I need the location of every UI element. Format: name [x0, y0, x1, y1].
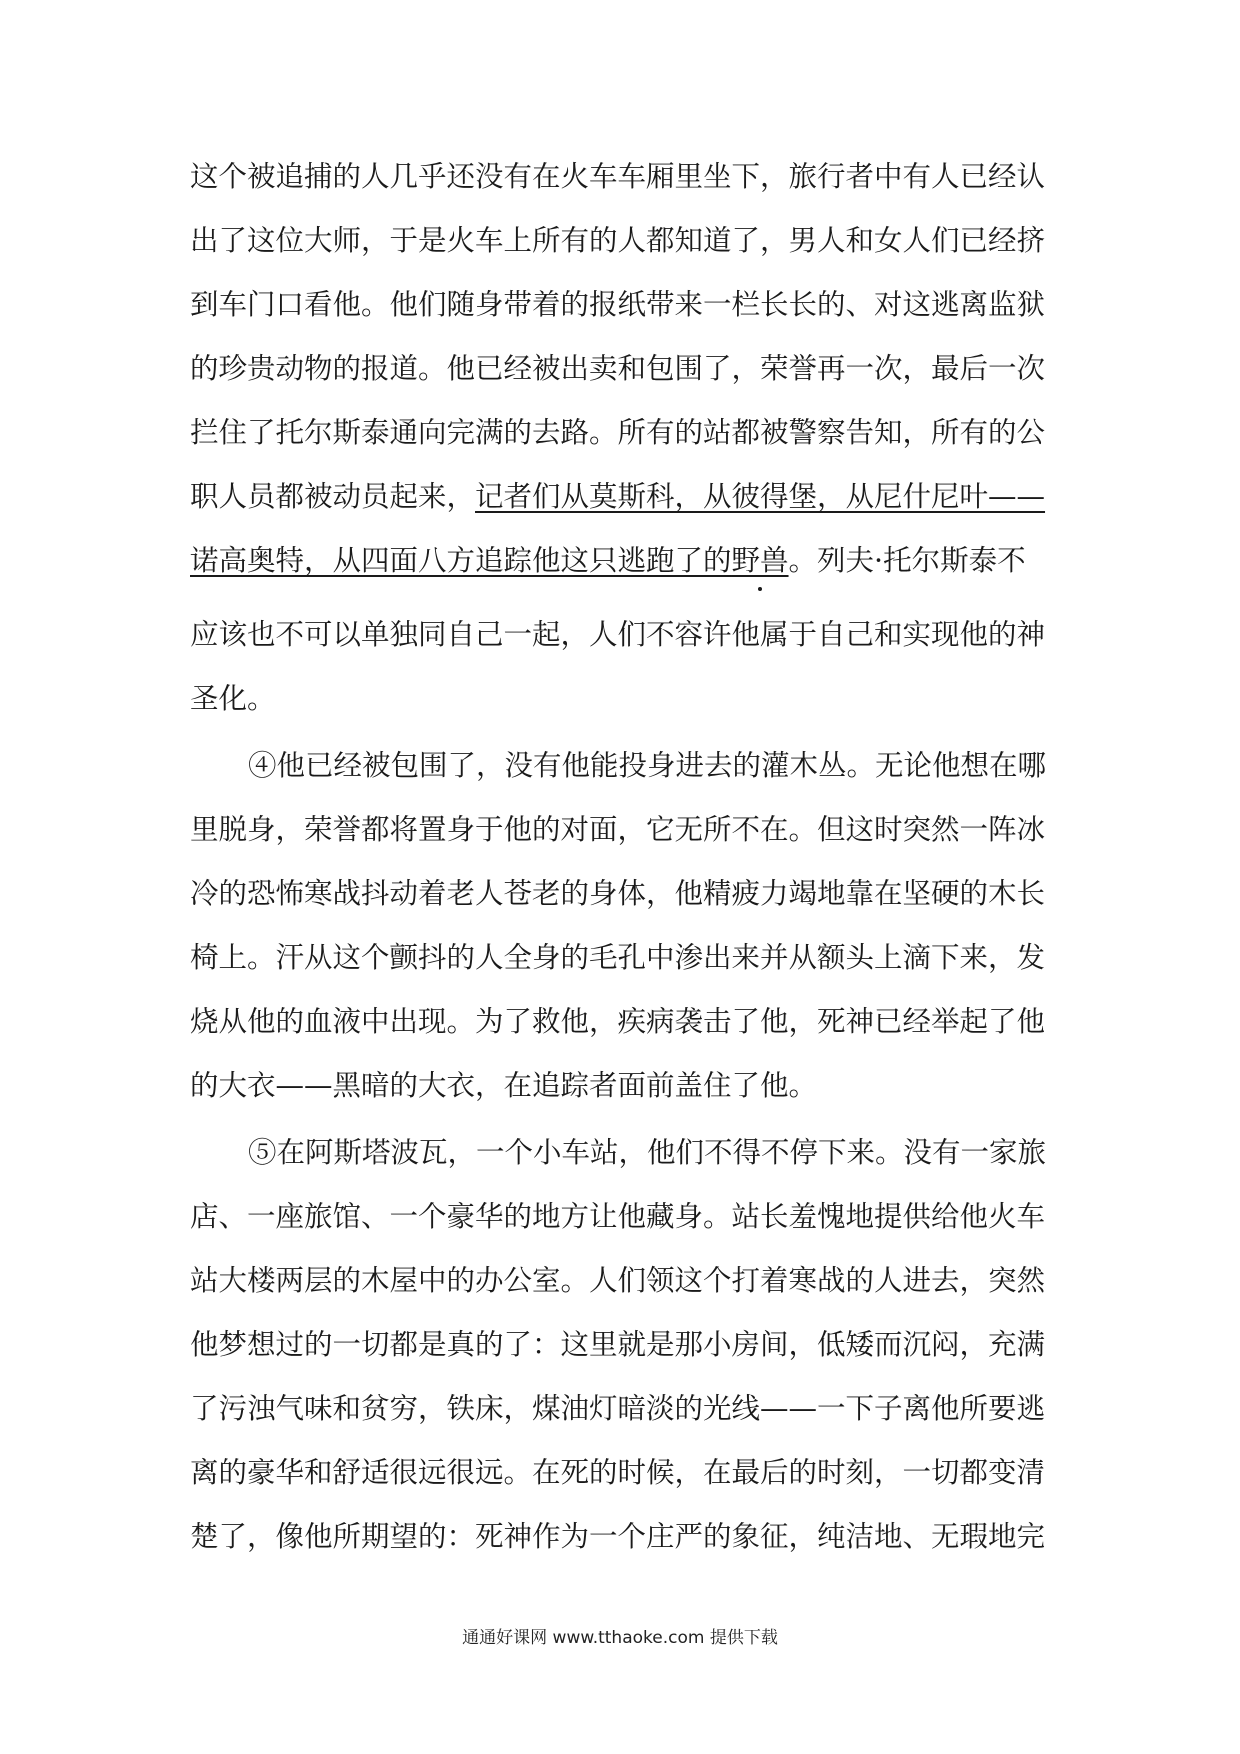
text-line-8: 应该也不可以单独同自己一起，人们不容许他属于自己和实现他的神: [190, 618, 1046, 651]
text-line-5: 拦住了托尔斯泰通向完满的去路。所有的站都被警察告知，所有的公: [190, 416, 1046, 449]
emphasis-dotted-text: 野兽: [731, 544, 789, 577]
text-line-11: 冷的恐怖寒战抖动着老人苍老的身体，他精疲力竭地靠在坚硬的木长: [190, 877, 1046, 910]
text-line-1: 这个被追捕的人几乎还没有在火车车厢里坐下，旅行者中有人已经认: [190, 160, 1046, 193]
text-line-3: 到车门口看他。他们随身带着的报纸带来一栏长长的、对这逃离监狱: [190, 288, 1046, 321]
text-line-13: 烧从他的血液中出现。为了救他，疾病袭击了他，死神已经举起了他: [190, 1005, 1046, 1038]
text-line-4: 的珍贵动物的报道。他已经被出卖和包围了，荣誉再一次，最后一次: [190, 352, 1046, 385]
text-segment: 。列夫·托尔斯泰不: [788, 544, 1026, 577]
text-line-6: [190, 477, 1060, 517]
text-line-2: 出了这位大师，于是火车上所有的人都知道了，男人和女人们已经挤: [190, 224, 1046, 257]
page-footer: 通通好课网 www.tthaoke.com 提供下载: [462, 1628, 778, 1648]
text-segment: 职人员都被动员起来，: [190, 480, 476, 513]
text-line-20: 楚了，像他所期望的：死神作为一个庄严的象征，纯洁地、无瑕地完: [190, 1520, 1046, 1553]
text-line-19: 离的豪华和舒适很远很远。在死的时候，在最后的时刻，一切都变清: [190, 1456, 1046, 1489]
paragraph-5-line-1: ⑤在阿斯塔波瓦，一个小车站，他们不得不停下来。没有一家旅: [248, 1136, 1047, 1169]
text-line-18: 了污浊气味和贫穷，铁床，煤油灯暗淡的光线——一下子离他所要逃: [190, 1392, 1046, 1425]
text-line-7: [190, 541, 1060, 581]
text-line-12: 椅上。汗从这个颤抖的人全身的毛孔中渗出来并从额头上滴下来，发: [190, 941, 1046, 974]
text-line-17: 他梦想过的一切都是真的了：这里就是那小房间，低矮而沉闷，充满: [190, 1328, 1046, 1361]
paragraph-4-line-1: ④他已经被包围了，没有他能投身进去的灌木丛。无论他想在哪: [248, 749, 1047, 782]
text-line-15: 店、一座旅馆、一个豪华的地方让他藏身。站长羞愧地提供给他火车: [190, 1200, 1046, 1233]
underlined-text: 记者们从莫斯科，从彼得堡，从尼什尼叶——: [475, 480, 1046, 513]
underlined-text: 诺高奥特，从四面八方追踪他这只逃跑了的: [190, 544, 732, 577]
text-line-16: 站大楼两层的木屋中的办公室。人们领这个打着寒战的人进去，突然: [190, 1264, 1046, 1297]
text-line-14: 的大衣——黑暗的大衣，在追踪者面前盖住了他。: [190, 1069, 818, 1102]
text-line-10: 里脱身，荣誉都将置身于他的对面，它无所不在。但这时突然一阵冰: [190, 813, 1046, 846]
text-line-9: 圣化。: [190, 682, 276, 715]
